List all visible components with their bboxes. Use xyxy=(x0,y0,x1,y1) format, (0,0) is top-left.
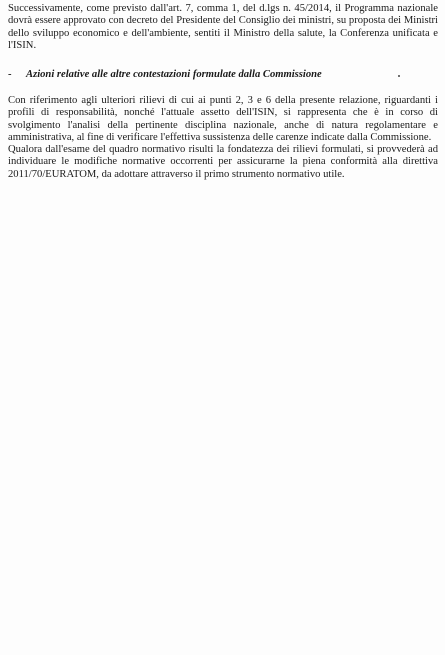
scan-speck xyxy=(398,75,400,77)
heading-bullet-dash: - xyxy=(8,69,12,80)
section-heading xyxy=(8,69,438,81)
intro-paragraph: Successivamente, come previsto dall'art. 7, comma 1, del d.lgs n. 45/2014, il Programma nazionale dovrà essere approvato con decreto del Presidente del Consiglio dei ministri, su proposta dei Ministri dello sviluppo economico e dell'ambiente, sentiti il Ministro della salute, la Conferenza unificata e l'ISIN. xyxy=(8,3,438,52)
body-paragraph-conformity: Qualora dall'esame del quadro normativo risulti la fondatezza dei rilievi formulati, si provvederà ad individuare le modifiche normative occorrenti per assicurarne la piena conformità alla direttiva 2011/70/EURATOM, da adottare attraverso il primo strumento normativo utile. xyxy=(8,144,438,180)
body-paragraph-responsibility: Con riferimento agli ulteriori rilievi di cui ai punti 2, 3 e 6 della presente relazione, riguardanti i profili di responsabilità, nonché l'attuale assetto dell'ISIN, si rappresenta che è in corso di svolgimento l'analisi della pertinente disciplina nazionale, anche di natura regolamentare e amministrativa, al fine di verificare l'effettiva sussistenza delle carenze indicate dalla Commissione. xyxy=(8,95,438,144)
section-heading-text: Azioni relative alle altre contestazioni formulate dalla Commissione xyxy=(26,69,322,80)
